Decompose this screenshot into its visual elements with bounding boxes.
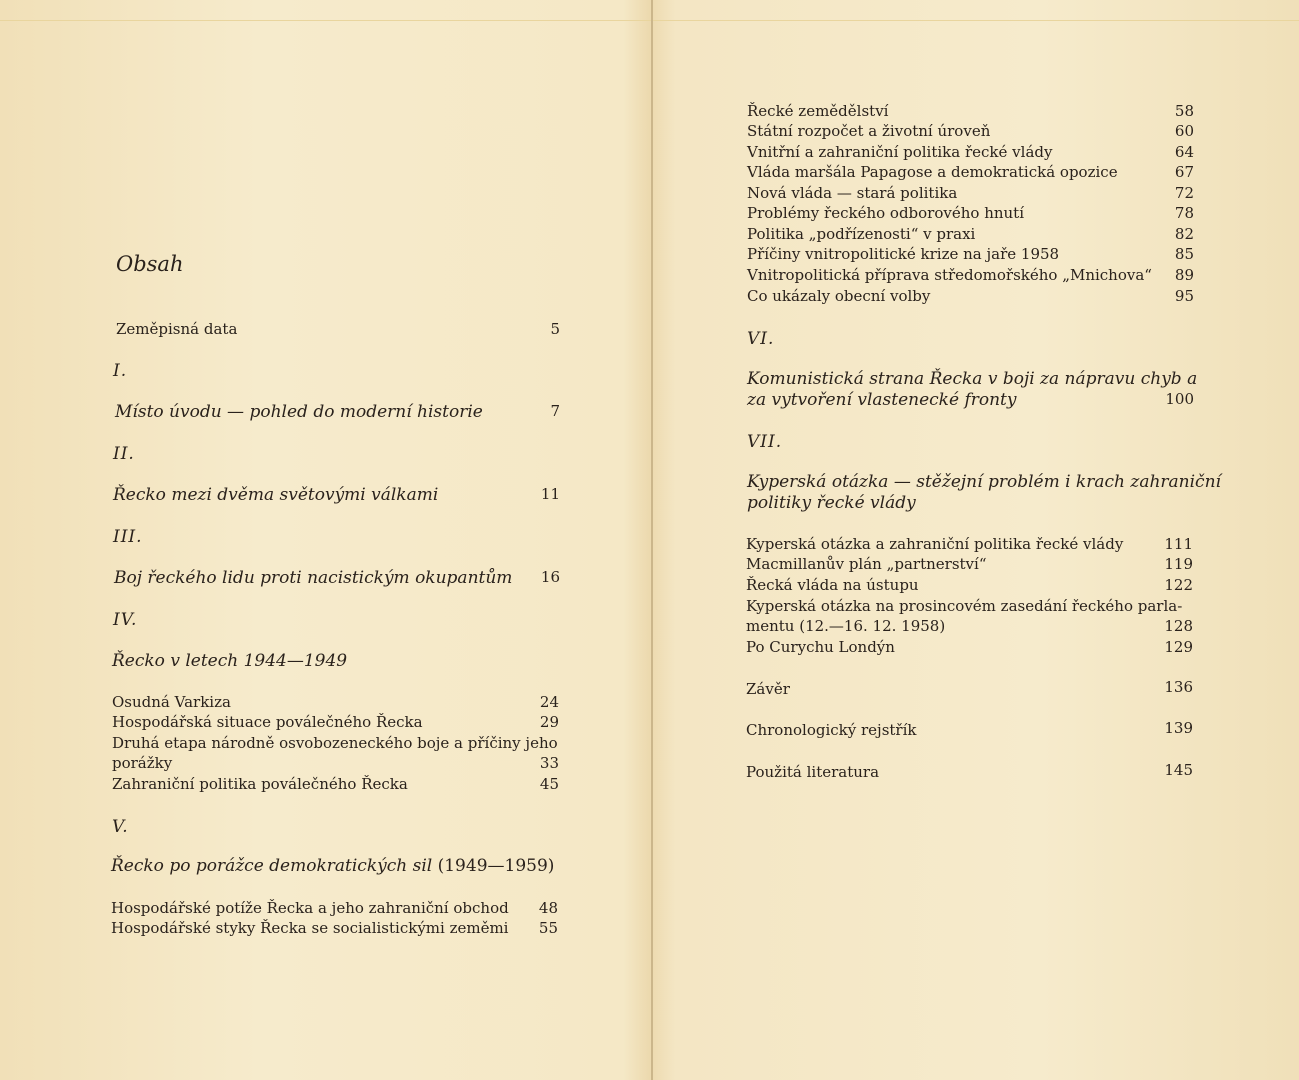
chapter-page: 16 xyxy=(540,568,560,586)
toc-entry-page: 119 xyxy=(1164,555,1193,573)
toc-entry-title: Řecké zemědělství xyxy=(747,102,889,120)
chapter-title: Řecko v letech 1944—1949 xyxy=(112,651,348,671)
chapter-title xyxy=(111,856,554,876)
toc-entry-title: Problémy řeckého odborového hnutí xyxy=(747,204,1024,222)
toc-entry-title: Kyperská otázka a zahraniční politika řecké vlády xyxy=(746,535,1124,553)
toc-entry-title: Hospodářská situace poválečného Řecka xyxy=(112,713,423,731)
toc-entry-title: mentu (12.—16. 12. 1958) xyxy=(746,617,946,635)
toc-entry-page: 45 xyxy=(539,775,559,793)
chapter-title: Boj řeckého lidu proti nacistickým okupantům xyxy=(114,568,513,588)
toc-entry-page: 122 xyxy=(1164,576,1193,594)
toc-entry-title: Kyperská otázka na prosincovém zasedání řeckého parla- xyxy=(746,597,1183,615)
toc-entry-title: Po Curychu Londýn xyxy=(746,638,895,656)
toc-entry-title: Hospodářské potíže Řecka a jeho zahraniční obchod xyxy=(111,899,509,917)
chapter-title: Řecko mezi dvěma světovými válkami xyxy=(113,485,439,505)
chapter-number: II. xyxy=(113,444,135,464)
toc-entry-page: 33 xyxy=(539,754,559,772)
toc-entry-title: Závěr xyxy=(746,680,790,698)
toc-entry-title: Politika „podřízenosti“ v praxi xyxy=(747,225,976,243)
toc-entry-page: 129 xyxy=(1164,638,1193,656)
toc-entry-title: Vnitropolitická příprava středomořského „Mnichova“ xyxy=(747,266,1152,284)
toc-entry-page: 67 xyxy=(1174,163,1194,181)
toc-entry-title: Řecká vláda na ústupu xyxy=(746,576,919,594)
toc-entry-title: Vnitřní a zahraniční politika řecké vlády xyxy=(747,143,1053,161)
chapter-title-italic: Řecko po porážce demokratických sil xyxy=(111,856,433,876)
chapter-number: VI. xyxy=(747,329,775,349)
toc-entry-page: 136 xyxy=(1164,678,1193,696)
toc-entry-title: Nová vláda — stará politika xyxy=(747,184,958,202)
chapter-title: Kyperská otázka — stěžejní problém i krach zahraniční xyxy=(747,472,1221,492)
contents-heading: Obsah xyxy=(116,252,184,276)
toc-entry-page: 145 xyxy=(1164,761,1193,779)
toc-entry-title: Zeměpisná data xyxy=(116,320,238,338)
chapter-page: 11 xyxy=(540,485,560,503)
toc-entry-title: Chronologický rejstřík xyxy=(746,721,917,739)
toc-entry-page: 48 xyxy=(538,899,558,917)
chapter-title-years: (1949—1959) xyxy=(437,856,555,876)
toc-entry-page: 78 xyxy=(1174,204,1194,222)
toc-entry-page: 55 xyxy=(538,919,558,937)
chapter-title: za vytvoření vlastenecké fronty xyxy=(747,390,1017,410)
chapter-number: I. xyxy=(113,361,128,381)
toc-entry-page: 29 xyxy=(539,713,559,731)
toc-entry-page: 111 xyxy=(1164,535,1193,553)
toc-entry-page: 82 xyxy=(1174,225,1194,243)
toc-entry-title: Státní rozpočet a životní úroveň xyxy=(747,122,991,140)
chapter-page: 7 xyxy=(550,402,560,420)
toc-entry-page: 64 xyxy=(1174,143,1194,161)
toc-entry-title: Co ukázaly obecní volby xyxy=(747,287,931,305)
toc-entry-title: Vláda maršála Papagose a demokratická opozice xyxy=(747,163,1118,181)
top-edge-line xyxy=(0,20,1299,21)
chapter-title: Místo úvodu — pohled do moderní historie xyxy=(115,402,483,422)
toc-entry-page: 95 xyxy=(1174,287,1194,305)
chapter-number: VII. xyxy=(747,432,783,452)
chapter-number: III. xyxy=(113,527,143,547)
toc-entry-title: Hospodářské styky Řecka se socialistickými zeměmi xyxy=(111,919,509,937)
toc-entry-title: Zahraniční politika poválečného Řecka xyxy=(112,775,408,793)
toc-entry-title: Macmillanův plán „partnerství“ xyxy=(746,555,987,573)
toc-entry-page: 72 xyxy=(1174,184,1194,202)
toc-entry-title: Příčiny vnitropolitické krize na jaře 1958 xyxy=(747,245,1060,263)
toc-entry-page: 89 xyxy=(1174,266,1194,284)
chapter-title: politiky řecké vlády xyxy=(747,493,916,513)
toc-entry-title: porážky xyxy=(112,754,173,772)
toc-entry-title: Osudná Varkiza xyxy=(112,693,231,711)
toc-entry-page: 24 xyxy=(539,693,559,711)
toc-entry-page: 58 xyxy=(1174,102,1194,120)
toc-entry-page: 85 xyxy=(1174,245,1194,263)
toc-entry-page: 139 xyxy=(1164,719,1193,737)
toc-entry-page: 128 xyxy=(1164,617,1193,635)
toc-entry-page: 60 xyxy=(1174,122,1194,140)
chapter-number: IV. xyxy=(113,610,138,630)
toc-entry-title: Použitá literatura xyxy=(746,763,880,781)
chapter-title: Komunistická strana Řecka v boji za nápravu chyb a xyxy=(747,369,1198,389)
toc-entry-page: 5 xyxy=(550,320,560,338)
chapter-page: 100 xyxy=(1165,390,1194,408)
chapter-number: V. xyxy=(112,817,129,837)
toc-entry-title: Druhá etapa národně osvobozeneckého boje a příčiny jeho xyxy=(112,734,558,752)
book-gutter xyxy=(651,0,653,1080)
